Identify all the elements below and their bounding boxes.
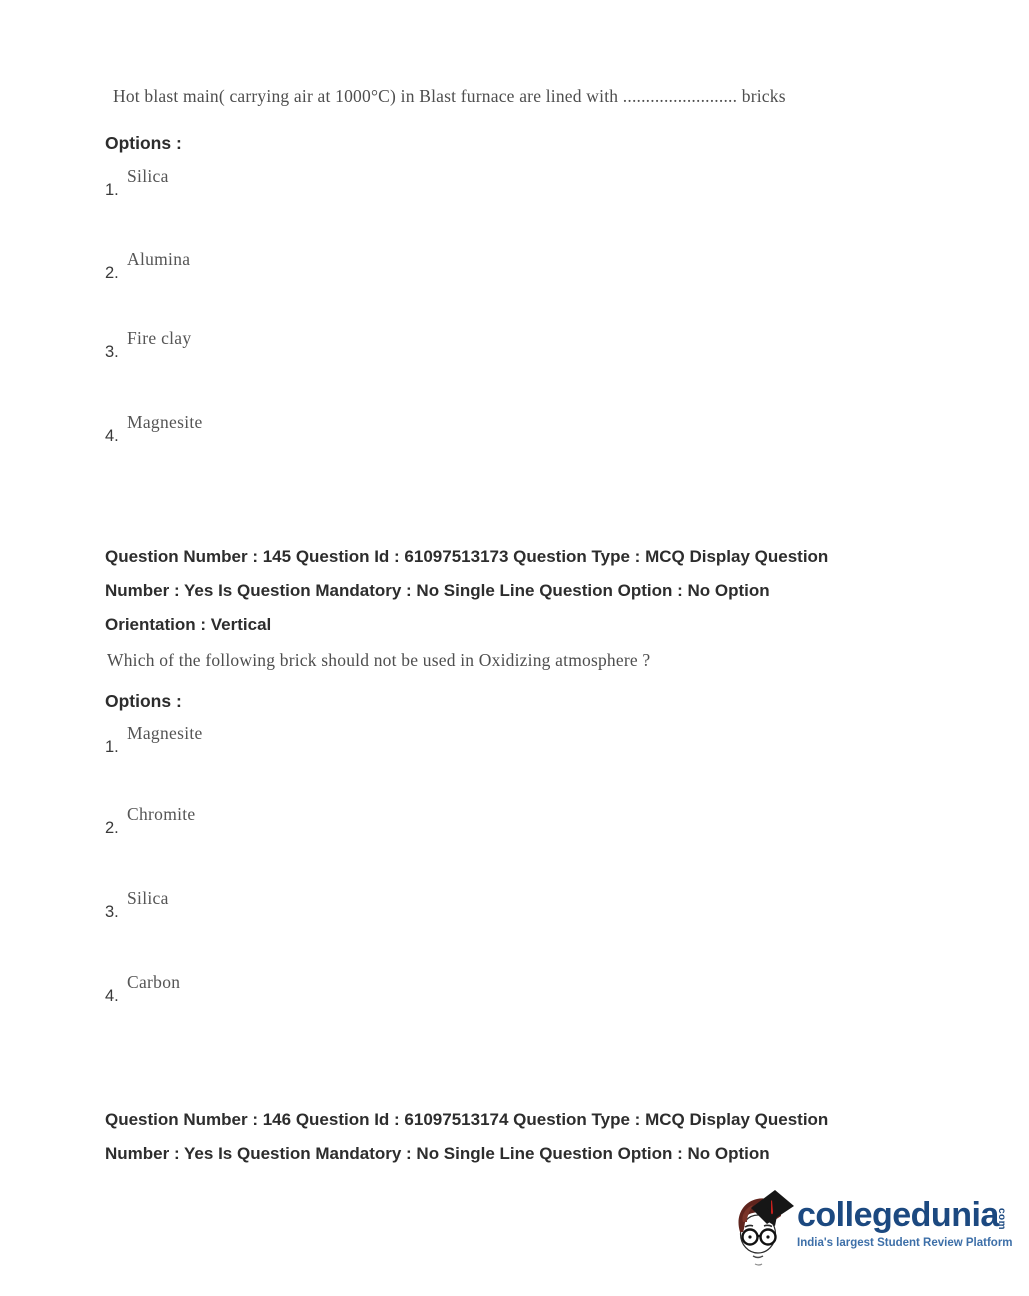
option-number: 3.	[105, 343, 119, 361]
metadata-line: Number : Yes Is Question Mandatory : No Single Line Question Option : No Option	[105, 581, 770, 600]
metadata-line: Question Number : 146 Question Id : 61097513174 Question Type : MCQ Display Question	[105, 1110, 829, 1129]
question-146-metadata	[105, 1103, 828, 1171]
question-145-metadata	[105, 540, 828, 642]
options-label-145: Options :	[105, 691, 182, 711]
option-number: 1.	[105, 181, 119, 199]
option-row	[105, 328, 192, 361]
option-row	[105, 804, 196, 837]
brand-com-suffix: com	[995, 1208, 1007, 1231]
option-number: 3.	[105, 903, 119, 921]
option-text: Chromite	[127, 804, 196, 824]
option-row	[105, 888, 169, 921]
option-number: 2.	[105, 264, 119, 282]
option-text: Carbon	[127, 972, 181, 992]
option-row	[105, 412, 203, 445]
option-text: Silica	[127, 166, 169, 186]
option-number: 4.	[105, 987, 119, 1005]
question-text-145: Which of the following brick should not be used in Oxidizing atmosphere ?	[107, 650, 651, 670]
collegedunia-logo	[731, 1186, 1013, 1274]
option-row	[105, 972, 181, 1005]
option-row	[105, 249, 191, 282]
question-text-top: Hot blast main( carrying air at 1000°C) in Blast furnace are lined with ......................... bricks	[113, 86, 786, 106]
options-label-top: Options :	[105, 133, 182, 153]
metadata-line: Number : Yes Is Question Mandatory : No Single Line Question Option : No Option	[105, 1144, 770, 1163]
option-number: 1.	[105, 738, 119, 756]
logo-text-block	[797, 1198, 1029, 1249]
option-row	[105, 166, 169, 199]
option-text: Fire clay	[127, 328, 192, 348]
option-row	[105, 723, 203, 756]
mascot-graduate-icon	[731, 1186, 795, 1270]
brand-wordmark: collegedunia	[797, 1196, 999, 1234]
brand-tagline: India's largest Student Review Platform	[797, 1237, 1013, 1249]
option-text: Silica	[127, 888, 169, 908]
option-text: Magnesite	[127, 723, 203, 743]
option-text: Alumina	[127, 249, 191, 269]
option-text: Magnesite	[127, 412, 203, 432]
metadata-line: Question Number : 145 Question Id : 61097513173 Question Type : MCQ Display Question	[105, 547, 829, 566]
option-number: 4.	[105, 427, 119, 445]
option-number: 2.	[105, 819, 119, 837]
metadata-line: Orientation : Vertical	[105, 615, 272, 634]
